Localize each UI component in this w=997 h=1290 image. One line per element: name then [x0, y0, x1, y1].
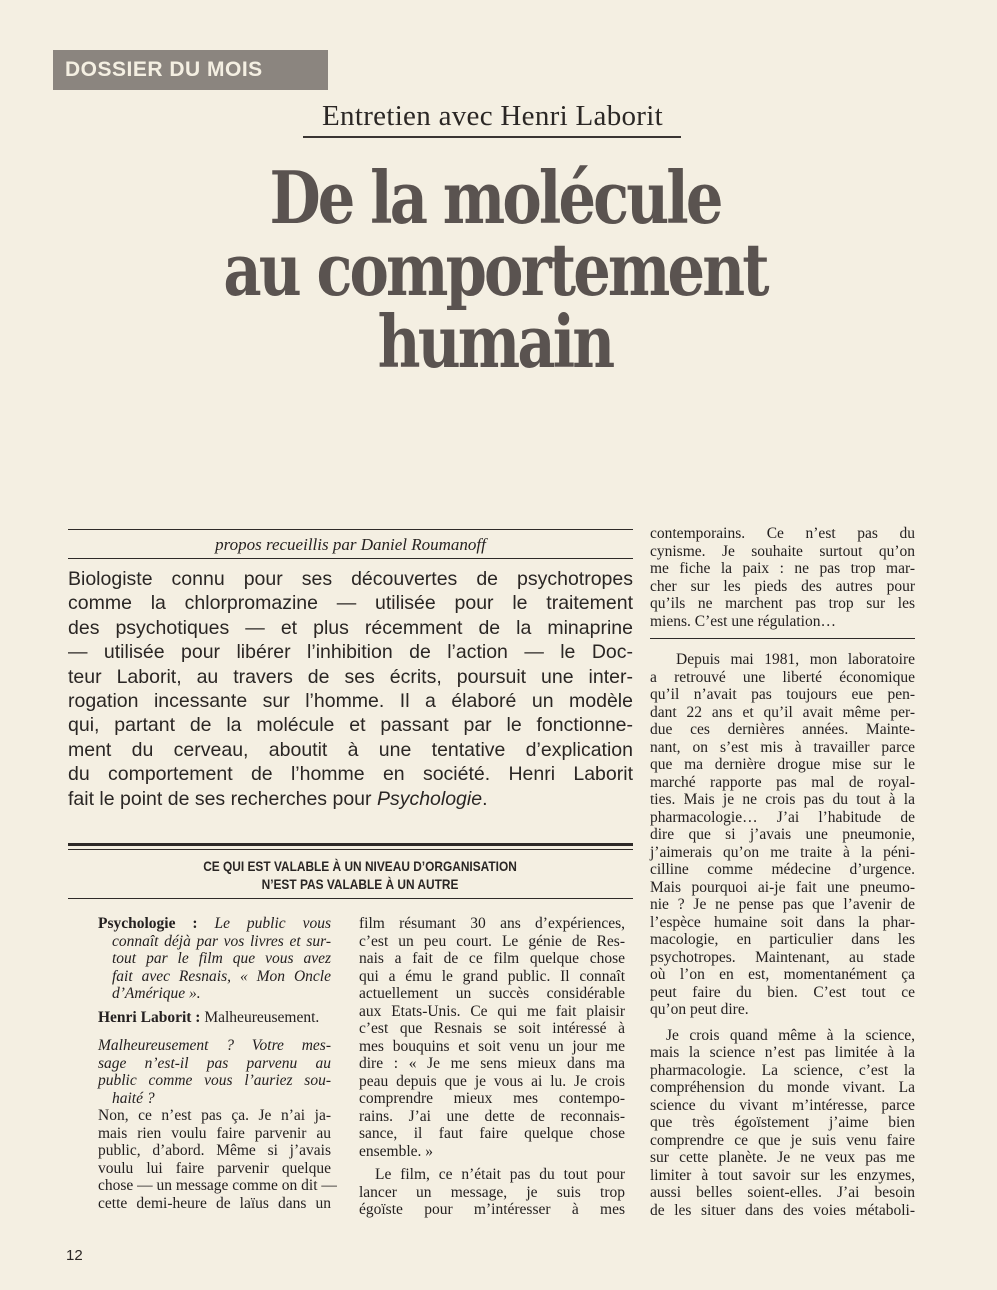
intro-line: ment du cerveau, aboutit à une tentative d’explication	[68, 738, 633, 761]
text-line: ties. Mais je ne crois pas du tout à la	[650, 791, 915, 808]
text-line: nais a fait de ce film quelque chose	[359, 950, 625, 967]
paragraph	[650, 1027, 915, 1220]
section-band	[53, 50, 328, 90]
text-line: dire : « Je me sens mieux dans ma	[359, 1055, 625, 1072]
text-line: lancer un message, je suis trop	[359, 1183, 625, 1201]
question-text: public comme vous l’auriez sou-	[98, 1072, 331, 1089]
text-line: comprendre ce que je suis venu faire	[650, 1131, 915, 1149]
text-line: psychotropes. Maintenant, au stade	[650, 948, 915, 966]
byline-top-rule	[68, 529, 633, 530]
headline-line: au comportement	[223, 227, 767, 312]
subhead-bottom-rule	[68, 898, 633, 899]
paragraph	[650, 651, 915, 1019]
subhead-top-rule-thin	[68, 849, 633, 850]
column-2	[359, 915, 625, 1219]
column-1	[98, 915, 337, 1212]
text-line: peut faire du bien. C’est tout ce	[650, 983, 915, 1001]
text-line: sance, il faut faire quelque chose	[359, 1125, 625, 1142]
intro-line: — utilisée pour libérer l’inhibition de l’action — le Doc-	[68, 641, 633, 664]
subhead-line: N’EST PAS VALABLE À UN AUTRE	[261, 876, 459, 892]
text-line: Mais pourquoi ai-je fait une pneumo-	[650, 878, 915, 896]
text-line: égoïste pour m’intéresser à mes	[359, 1201, 625, 1218]
intro-line: qui, partant de la molécule et passant par le fonctionne-	[68, 714, 633, 737]
text-line: comprendre mieux mes contempo-	[359, 1090, 625, 1107]
text-line: miens. C’est une régulation…	[650, 612, 836, 630]
intro-line: rogation incessante sur l’homme. Il a élaboré un modèle	[68, 690, 633, 713]
text-line: cynisme. Je souhaite surtout qu’on	[650, 542, 915, 560]
text-line: science du vivant m’intéresse, parce	[650, 1096, 915, 1114]
question-text: tout par le film que vous avez	[112, 950, 331, 967]
answer-1	[98, 1009, 331, 1027]
text-line: pharmacologie… J’ai l’habitude de	[650, 808, 915, 826]
text-line: contemporains. Ce n’est pas du	[650, 525, 915, 542]
intro-line: fait le point de ses recherches pour Psychologie.	[68, 787, 488, 810]
text-line: rains. J’ai une dette de reconnais-	[359, 1107, 625, 1125]
text-line: nant, on s’est mis à travailler parce	[650, 738, 915, 756]
text-line: c’est que Resnais se soit intéressé à	[359, 1020, 625, 1037]
answer-text: public, d’abord. Même si j’avais	[98, 1142, 331, 1159]
answer-2	[98, 1107, 337, 1212]
question-text: haité ?	[112, 1089, 155, 1107]
text-line: pharmacologie. La science, c’est la	[650, 1061, 915, 1079]
text-line: me fiche la paix : ne pas trop mar-	[650, 560, 915, 577]
page-number: 12	[66, 1247, 83, 1264]
text-line: film résumant 30 ans d’expériences,	[359, 915, 625, 932]
text-line: cher sur les pieds des autres pour	[650, 577, 915, 595]
section-band-label: DOSSIER DU MOIS	[65, 58, 263, 81]
text-line: mais la science n’est pas limitée à la	[650, 1044, 915, 1061]
headline	[212, 155, 778, 384]
question-1	[98, 915, 331, 1003]
byline-bottom-rule	[68, 558, 633, 559]
question-2	[98, 1037, 331, 1107]
text-line: cilline comme médecine d’urgence.	[650, 861, 915, 878]
kicker-underline	[303, 136, 681, 138]
question-text: d’Amérique ».	[112, 985, 201, 1002]
speaker-label: Henri Laborit :	[98, 1008, 201, 1026]
answer-text: Non, ce n’est pas ça. Je n’ai ja-	[98, 1107, 331, 1124]
question-text: sage n’est-il pas parvenu au	[98, 1054, 331, 1072]
text-line: dant 22 ans et qu’il avait même per-	[650, 703, 915, 721]
text-line: où l’on en est, momentanément ça	[650, 966, 915, 983]
headline-line: De la molécule	[269, 155, 721, 240]
text-line: que très égoïstement j’aime bien	[650, 1114, 915, 1131]
question-text: connaît déjà par vos livres et sur-	[112, 932, 331, 950]
paragraph	[359, 915, 625, 1160]
text-line: Je crois quand même à la science,	[666, 1026, 915, 1044]
question-text: fait avec Resnais, « Mon Oncle	[112, 967, 331, 985]
text-line: j’aimerais qu’on me traite à la péni-	[650, 843, 915, 861]
text-line: marché rapporte pas mal de royal-	[650, 773, 915, 791]
intro-line: Biologiste connu pour ses découvertes de psychotropes	[68, 568, 633, 590]
text-line: ensemble. »	[359, 1142, 434, 1160]
text-line: dire que si j’avais une pneumonie,	[650, 826, 915, 843]
text-line: qu’il n’avait pas toujours eue pen-	[650, 686, 915, 703]
text-line: c’est un peu court. Le génie de Res-	[359, 932, 625, 950]
headline-line: humain	[377, 299, 613, 384]
text-line: actuellement un succès considérable	[359, 985, 625, 1002]
text-line: due ces dernières années. Mainte-	[650, 721, 915, 738]
intro-line: du comportement de l’homme en société. Henri Laborit	[68, 763, 633, 786]
text-line: sur cette planète. Je ne veux pas me	[650, 1149, 915, 1166]
answer-text: cette demi-heure de laïus dans un	[98, 1194, 331, 1212]
byline: propos recueillis par Daniel Roumanoff	[215, 535, 486, 554]
text-line: peau depuis que je vous ai lu. Je crois	[359, 1072, 625, 1090]
text-line: qu’on peut dire.	[650, 1001, 749, 1018]
paragraph	[650, 525, 915, 630]
answer-text: voulu lui faire parvenir quelque	[98, 1159, 331, 1177]
text-line: aux Etats-Unis. Ce qui me fait plaisir	[359, 1002, 625, 1020]
speaker-label: Psychologie :	[98, 915, 198, 932]
intro-paragraph	[68, 567, 633, 811]
text-line: de les situer dans des voies métaboli-	[650, 1201, 915, 1219]
text-line: compréhension du monde vivant. La	[650, 1079, 915, 1096]
column-rule	[650, 638, 915, 639]
text-line: qu’ils ne marchent pas trop sur les	[650, 595, 915, 612]
text-line: aussi belles soient-elles. J’ai besoin	[650, 1184, 915, 1201]
paragraph	[359, 1166, 625, 1219]
column-3	[650, 525, 915, 1219]
intro-line: teur Laborit, au travers de ses écrits, poursuit une inter-	[68, 665, 633, 688]
intro-line: comme la chlorpromazine — utilisée pour le traitement	[68, 592, 633, 615]
text-line: l’espèce humaine soit dans la phar-	[650, 913, 915, 931]
text-line: qui a ému le grand public. Il connaît	[359, 967, 625, 985]
text-line: nie ? Je ne pense pas que l’avenir de	[650, 896, 915, 913]
question-text: Le public vous	[197, 915, 331, 932]
intro-line: des psychotiques — et plus récemment de la minaprine	[68, 616, 633, 639]
text-line: a retrouvé une liberté économique	[650, 668, 915, 686]
subhead	[131, 857, 590, 893]
subhead-line: CE QUI EST VALABLE À UN NIVEAU D’ORGANISATION	[203, 858, 517, 874]
text-line: mes bouquins et soit venu un jour me	[359, 1037, 625, 1055]
text-line: que ma dernière drogue mise sur le	[650, 756, 915, 773]
answer-text: chose — un message comme on dit —	[98, 1177, 337, 1194]
subhead-top-rule	[68, 843, 633, 846]
text-line: limiter à tout savoir sur les enzymes,	[650, 1166, 915, 1184]
answer-text: Malheureusement.	[200, 1008, 320, 1026]
question-text: Malheureusement ? Votre mes-	[98, 1037, 331, 1054]
text-line: macologie, en particulier dans les	[650, 931, 915, 948]
text-line: Depuis mai 1981, mon laboratoire	[676, 651, 915, 668]
kicker: Entretien avec Henri Laborit	[322, 100, 663, 132]
text-line: Le film, ce n’était pas du tout pour	[375, 1166, 625, 1183]
answer-text: mais rien voulu faire parvenir au	[98, 1124, 331, 1142]
